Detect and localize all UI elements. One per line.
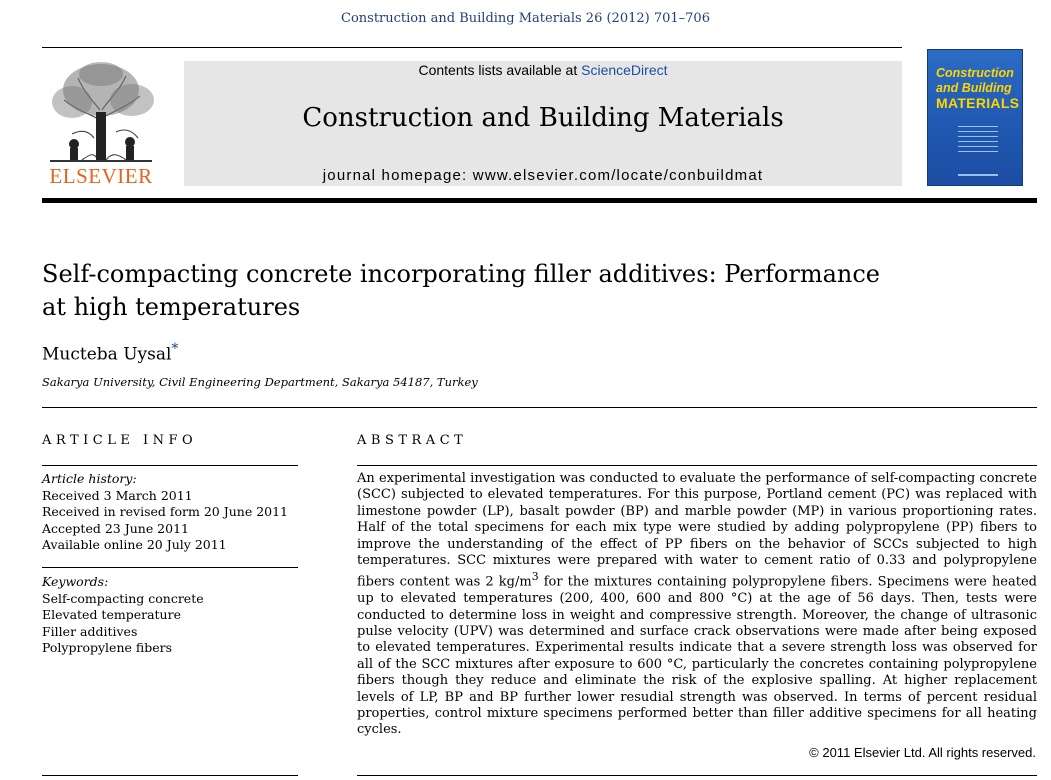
abstract-text-part-2: for the mixtures containing polypropylene fibers. Specimens were heated up to elevated temperatures (200, 400, 600 and 800 °C) at the age of 56 days. Then, tests were conducted to determine loss in weight and compressive strength. Moreover, the change of ultrasonic pulse velocity (UPV) was determined and surface crack observations were made after being exposed to elevated temperatures. Experimental results indicate that a severe strength loss was observed for all of the SCC mixtures after exposure to 600 °C, particularly the concretes containing polypropylene fibers though they reduce and eliminate the risk of the explosive spalling. At higher replacement levels of LP, BP and BP further lower resudial strength was observed. In terms of percent residual properties, control mixture specimens performed better than filler additive specimens for all heating cycles. xyxy=(357,574,1037,738)
history-revised: Received in revised form 20 June 2011 xyxy=(42,504,289,519)
contents-line xyxy=(184,62,902,78)
article-history xyxy=(42,471,298,554)
abstract-heading: ABSTRACT xyxy=(357,433,468,448)
sciencedirect-link[interactable]: ScienceDirect xyxy=(581,62,668,78)
corresponding-author-mark[interactable]: * xyxy=(171,341,179,357)
author-affiliation: Sakarya University, Civil Engineering Department, Sakarya 54187, Turkey xyxy=(42,375,478,389)
author-name[interactable]: Mucteba Uysal xyxy=(42,344,172,365)
article-history-label: Article history: xyxy=(42,471,137,486)
abstract-divider xyxy=(357,465,1037,466)
history-accepted: Accepted 23 June 2011 xyxy=(42,520,189,536)
journal-homepage-link[interactable]: journal homepage: www.elsevier.com/locate/conbuildmat xyxy=(322,167,764,184)
contents-prefix: Contents lists available at xyxy=(418,62,582,78)
abstract-text-part-1: An experimental investigation was conducted to evaluate the performance of self-compacting concrete (SCC) subjected to elevated temperatures. For this purpose, Portland cement (PC) was replaced with limestone powder (LP), basalt powder (BP) and marble powder (MP) in various proportioning rates. Half of the total specimens for each mix type were studied by adding polypropylene (PP) fibers to improve the understanding of the effect of PP fibers on the behavior of SCCs subjected to high temperatures. SCC mixtures were prepared with water to cement ratio of 0.33 and polypropylene fibers content was 2 kg/m xyxy=(357,471,1037,590)
journal-name: Construction and Building Materials xyxy=(302,103,784,133)
bottom-divider-right xyxy=(357,775,1037,776)
title-divider xyxy=(42,407,1037,408)
article-info-divider xyxy=(42,465,298,466)
history-received: Received 3 March 2011 xyxy=(42,487,193,503)
unit-superscript: 3 xyxy=(531,570,539,584)
copyright-notice: © 2011 Elsevier Ltd. All rights reserved. xyxy=(809,745,1036,760)
cover-title-line-2: and Building xyxy=(936,81,1012,95)
header-divider xyxy=(42,198,1037,203)
keyword-item: Self-compacting concrete xyxy=(42,590,204,606)
keyword-item: Elevated temperature xyxy=(42,607,181,622)
cover-title xyxy=(936,66,1024,111)
keyword-item: Filler additives xyxy=(42,623,138,639)
keywords-label: Keywords: xyxy=(42,574,109,589)
top-divider xyxy=(42,47,902,48)
abstract-text xyxy=(357,471,1037,739)
cover-title-line-3: MATERIALS xyxy=(936,95,1020,111)
journal-citation[interactable]: Construction and Building Materials 26 (2012) 701–706 xyxy=(341,11,710,26)
history-online: Available online 20 July 2011 xyxy=(42,537,227,552)
journal-header xyxy=(184,61,902,186)
keywords-divider xyxy=(42,567,298,568)
journal-cover[interactable] xyxy=(927,49,1023,186)
cover-title-line-1: Construction xyxy=(936,66,1014,80)
cover-footer-mark xyxy=(958,174,998,176)
article-info-heading: ARTICLE INFO xyxy=(42,433,198,448)
keywords xyxy=(42,574,298,657)
paper-title: Self-compacting concrete incorporating filler additives: Performance at high temperatures xyxy=(42,260,880,321)
keyword-item: Polypropylene fibers xyxy=(42,640,172,655)
author-line xyxy=(42,341,179,365)
elsevier-wordmark: ELSEVIER xyxy=(49,164,153,188)
bottom-divider-left xyxy=(42,775,298,776)
cover-text-lines xyxy=(958,126,998,156)
